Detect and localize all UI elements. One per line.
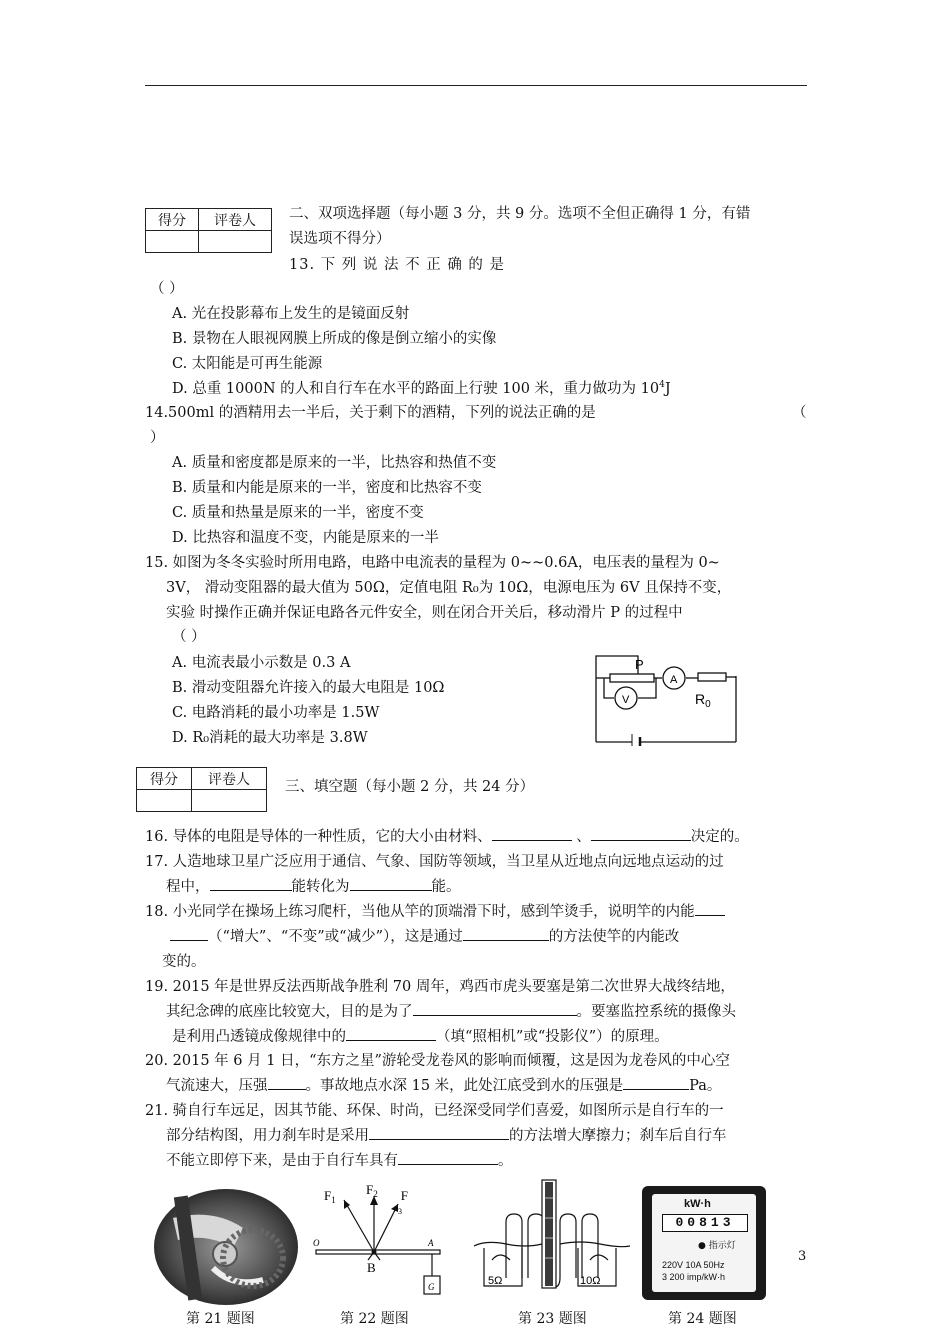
q17-blank-2[interactable] bbox=[350, 876, 432, 891]
section2-heading-l2: 误选项不得分） bbox=[289, 231, 391, 247]
figure-24-caption: 第 24 题图 bbox=[668, 1311, 737, 1327]
slider-p-label: P bbox=[635, 657, 644, 672]
bicycle-brake-photo bbox=[153, 1188, 299, 1306]
weight-g-label: G bbox=[428, 1282, 435, 1292]
page-number: 3 bbox=[798, 1249, 807, 1264]
score-cell[interactable] bbox=[146, 231, 199, 253]
grader-cell[interactable] bbox=[192, 790, 267, 812]
score-cell[interactable] bbox=[137, 790, 192, 812]
meter-unit: kW·h bbox=[684, 1198, 711, 1210]
lever-force-diagram bbox=[310, 1180, 450, 1302]
q21-line1: 21. 骑自行车远足，因其节能、环保、时尚，已经深受同学们喜爱，如图所示是自行车的一 bbox=[145, 1103, 724, 1119]
q21-blank-1[interactable] bbox=[369, 1125, 509, 1140]
force-f3-label: F 3 bbox=[398, 1188, 408, 1216]
q19-line1: 19. 2015 年是世界反法西斯战争胜利 70 周年，鸡西市虎头要塞是第二次世界大战终结地， bbox=[145, 979, 735, 995]
q14-paren-close[interactable]: ） bbox=[150, 430, 165, 446]
q18-line1: 18. 小光同学在操场上练习爬杆，当他从竿的顶端滑下时，感到竿烫手，说明竿的内能 bbox=[145, 900, 725, 921]
q13-answer-paren[interactable]: （ ） bbox=[150, 281, 184, 297]
figure-23-caption: 第 23 题图 bbox=[518, 1311, 587, 1327]
q17-blank-1[interactable] bbox=[210, 876, 292, 891]
q20-line2: 气流速大，压强 。事故地点水深 15 米，此处江底受到水的压强是 Pa。 bbox=[166, 1074, 721, 1095]
q15-option-b: B. 滑动变阻器允许接入的最大电阻是 10Ω bbox=[172, 680, 445, 696]
meter-spec-1: 220V 10A 50Hz bbox=[662, 1260, 725, 1270]
q21-blank-2[interactable] bbox=[398, 1150, 498, 1165]
q13-option-c: C. 太阳能是可再生能源 bbox=[172, 356, 323, 372]
q15-answer-paren[interactable]: （ ） bbox=[172, 629, 206, 645]
q20-blank-2[interactable] bbox=[623, 1075, 689, 1090]
q19-line3: 是利用凸透镜成像规律中的 （填“照相机”或“投影仪”）的原理。 bbox=[172, 1025, 669, 1046]
q16: 16. 导体的电阻是导体的一种性质，它的大小由材料、 、 决定的。 bbox=[145, 825, 749, 846]
force-f1-label: $F_1$ bbox=[324, 1188, 336, 1205]
point-a-label: A bbox=[428, 1238, 434, 1248]
joule-heating-apparatus bbox=[466, 1178, 636, 1302]
q17-line2: 程中， 能转化为 能。 bbox=[166, 875, 461, 896]
section3-heading: 三、填空题（每小题 2 分，共 24 分） bbox=[285, 779, 535, 795]
score-box-section3 bbox=[136, 767, 267, 812]
ammeter-label: A bbox=[670, 674, 678, 686]
q14-option-c: C. 质量和热量是原来的一半，密度不变 bbox=[172, 505, 424, 521]
figure-22-caption: 第 22 题图 bbox=[340, 1311, 409, 1327]
q19-line2: 其纪念碑的底座比较宽大，目的是为了 。要塞监控系统的摄像头 bbox=[166, 1000, 736, 1021]
r0-label: $R_0$ bbox=[695, 691, 711, 710]
force-f2-label: $F_2$ bbox=[366, 1182, 378, 1199]
q13-option-d: D. 总重 1000N 的人和自行车在水平的路面上行驶 100 米，重力做功为 $10^4J$ bbox=[172, 380, 671, 397]
q13-option-a: A. 光在投影幕布上发生的是镜面反射 bbox=[172, 306, 410, 322]
q16-blank-1[interactable] bbox=[492, 826, 572, 841]
grader-label: 评卷人 bbox=[199, 209, 272, 231]
q18-blank-1b[interactable] bbox=[170, 926, 208, 941]
resistor-5ohm-label: 5Ω bbox=[488, 1275, 503, 1287]
grader-cell[interactable] bbox=[199, 231, 272, 253]
point-b-label: B bbox=[367, 1260, 376, 1275]
score-box-section2 bbox=[145, 208, 272, 253]
q15-line3: 实验 时操作正确并保证电路各元件安全，则在闭合开关后，移动滑片 P 的过程中 bbox=[166, 605, 683, 621]
q19-blank-2[interactable] bbox=[346, 1026, 436, 1041]
q18-line2: （“增大”、“不变”或“减少”），这是通过 的方法使竿的内能改 bbox=[170, 925, 679, 946]
q14-option-b: B. 质量和内能是原来的一半，密度和比热容不变 bbox=[172, 480, 482, 496]
q15-option-d: D. R₀消耗的最大功率是 3.8W bbox=[172, 730, 368, 746]
q20-blank-1[interactable] bbox=[268, 1075, 306, 1090]
q15-line2: 3V， 滑动变阻器的最大值为 50Ω，定值电阻 R₀为 10Ω，电源电压为 6V 且保持不变， bbox=[166, 580, 732, 596]
figure-21-caption: 第 21 题图 bbox=[186, 1311, 255, 1327]
pivot-o-label: O bbox=[313, 1238, 320, 1248]
header-rule bbox=[145, 85, 807, 86]
q18-blank-1a[interactable] bbox=[695, 901, 725, 916]
q15-line1: 15. 如图为冬冬实验时所用电路，电路中电流表的量程为 0~~0.6A，电压表的量程为 0~ bbox=[145, 555, 720, 571]
section2-heading-l1: 二、双项选择题（每小题 3 分，共 9 分。选项不全但正确得 1 分，有错 bbox=[289, 206, 751, 222]
meter-indicator-light: ● 指示灯 bbox=[698, 1241, 736, 1251]
q18-blank-2[interactable] bbox=[463, 926, 549, 941]
score-label: 得分 bbox=[137, 768, 192, 790]
q18-line3: 变的。 bbox=[162, 954, 206, 970]
score-label: 得分 bbox=[146, 209, 199, 231]
q20-line1: 20. 2015 年 6 月 1 日，“东方之星”游轮受龙卷风的影响而倾覆，这是因为龙卷风的中心空 bbox=[145, 1053, 730, 1069]
energy-meter bbox=[642, 1186, 766, 1300]
q13-stem: 13. 下 列 说 法 不 正 确 的 是 bbox=[289, 257, 506, 273]
q14-option-a: A. 质量和密度都是原来的一半，比热容和热值不变 bbox=[172, 455, 497, 471]
q13-option-b: B. 景物在人眼视网膜上所成的像是倒立缩小的实像 bbox=[172, 331, 497, 347]
q19-blank-1[interactable] bbox=[413, 1001, 577, 1016]
meter-reading: 00813 bbox=[662, 1214, 748, 1232]
meter-spec-2: 3 200 imp/kW·h bbox=[662, 1272, 726, 1282]
voltmeter-label: V bbox=[622, 694, 630, 706]
q21-line3: 不能立即停下来，是由于自行车具有 。 bbox=[166, 1149, 513, 1170]
q14-stem: 14.500ml 的酒精用去一半后，关于剩下的酒精，下列的说法正确的是 bbox=[145, 405, 596, 421]
q15-circuit-diagram bbox=[590, 652, 740, 746]
q16-blank-2[interactable] bbox=[591, 826, 691, 841]
q15-option-c: C. 电路消耗的最小功率是 1.5W bbox=[172, 705, 380, 721]
q14-option-d: D. 比热容和温度不变，内能是原来的一半 bbox=[172, 530, 439, 546]
q17-line1: 17. 人造地球卫星广泛应用于通信、气象、国防等领域，当卫星从近地点向远地点运动的过 bbox=[145, 854, 724, 870]
q14-paren-open[interactable]: （ bbox=[792, 405, 807, 421]
q21-line2: 部分结构图，用力刹车时是采用 的方法增大摩擦力；刹车后自行车 bbox=[166, 1124, 727, 1145]
resistor-10ohm-label: 10Ω bbox=[580, 1275, 601, 1287]
q15-option-a: A. 电流表最小示数是 0.3 A bbox=[172, 655, 351, 671]
grader-label: 评卷人 bbox=[192, 768, 267, 790]
